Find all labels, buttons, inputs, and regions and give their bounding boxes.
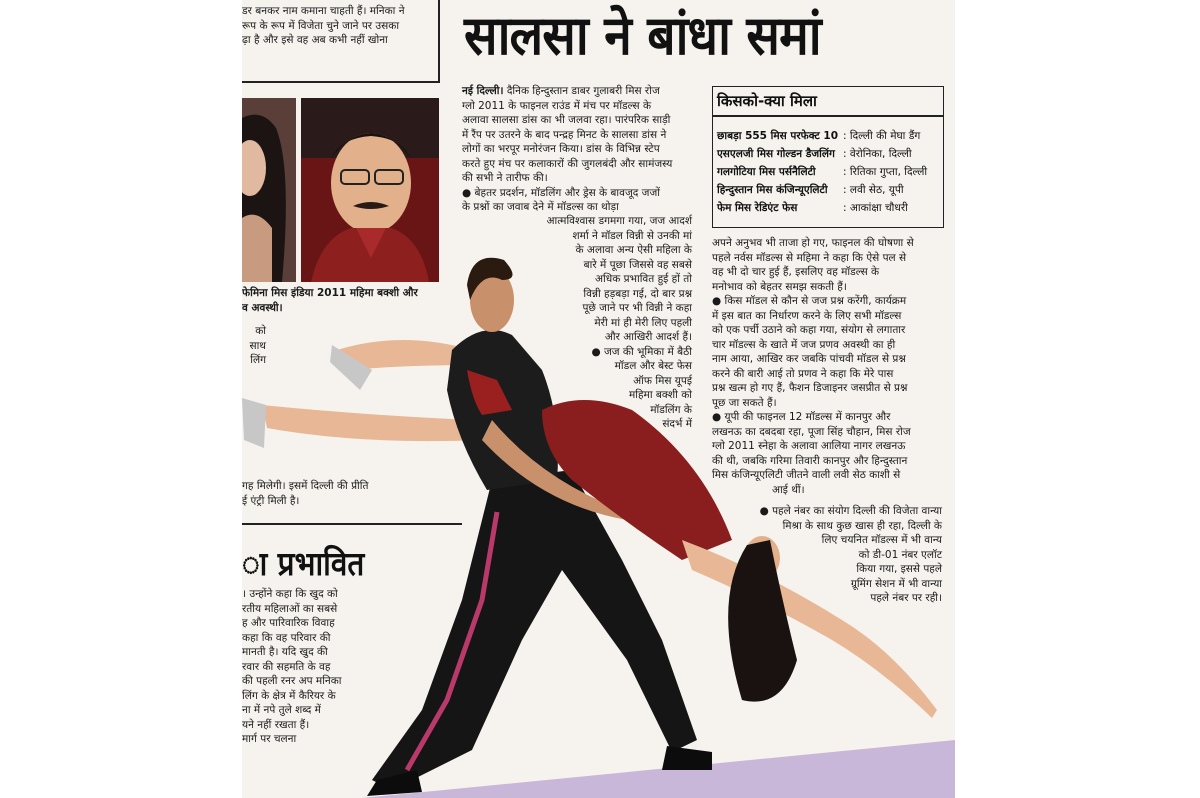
prize-winner: : लवी सेठ, यूपी [843,184,904,196]
prize-box [712,86,944,228]
prize-row: एसएलजी मिस गोल्डन डैजलिंग [717,148,835,160]
left-column-lower: । उन्होंने कहा कि खुद को रतीय महिलाओं का सबसे ह और पारिवारिक विवाह कहा कि वह परिवार की मानती है। यदि खुद की रवार की सहमति के वह की पहली रनर अप मनिका लिंग के क्षेत्र में कैरियर के ना में नपे तुले शब्द में यने नहीं रखता हैं। मार्ग पर चलना [242,588,342,745]
prize-winner: : रितिका गुप्ता, दिल्ली [843,166,928,178]
article-column-1-wrap: आत्मविश्वास डगमगा गया, जज आदर्श शर्मा ने मॉडल विन्नी से उनकी मां के अलावा अन्य ऐसी महिला के बारे में पूछा जिससे वह सबसे अधिक प्रभावित हुई हों तो विन्नी हड़बड़ा गई, दो बार प्रश्न पूछे जाने पर भी विन्नी ने कहा मेरी मां ही मेरी लिए पहली और आखिरी आदर्श हैं। ● जज की भूमिका में बैठी मॉडल और बेस्ट फेस ऑफ मिस यूपई महिमा बक्शी को मॉडलिंग के संदर्भ में [546,215,692,430]
prize-box-title: किसको-क्या मिला [717,92,817,110]
article-column-2: अपने अनुभव भी ताजा हो गए, फाइनल की घोषणा से पहले नर्वस मॉडल्स से महिमा ने कहा कि ऐसे पल से वह भी दो चार हुई हैं, इसलिए वह मॉडल्स के मनोभाव को बेहतर समझ सकती हैं। ● किस मॉडल से कौन से जज प्रश्न करेंगी, कार्यक्रम में इस बात का निर्धारण करने के लिए सभी मॉडल्स को एक पर्ची उठाने को कहा गया, संयोग से लगातार चार मॉडल्स के खाते में जज प्रणव अवस्थी का ही नाम आया, आखिर कर जबकि पांचवी मॉडल से प्रश्न करने की बारी आई तो प्रणव ने कहा कि मेरे पास प्रश्न खत्म हो गए हैं, फैशन डिजाइनर जसप्रीत से प्रश्न पूछ जा सकते हैं। ● यूपी की फाइनल 12 मॉडल्स में कानपुर और लखनऊ का दबदबा रहा, पूजा सिंह चौहान, मिस रोज ग्लो 2011 स्नेहा के अलावा आलिया नागर लखनऊ की थी, जबकि गरिमा तिवारी कानपुर और हिन्दुस्तान मिस कंजिन्यूएलिटी जीतने वाली लवी सेठ काशी से आई थीं। [712,237,914,496]
article-column-1: नई दिल्ली। दैनिक हिन्दुस्तान डाबर गुलाबरी मिस रोज ग्लो 2011 के फाइनल राउंड में मंच पर मॉडल्स के अलावा सालसा डांस का भी जलवा रहा। पारंपरिक साड़ी में रैंप पर उतरने के बाद पन्द्रह मिनट के सालसा डांस ने लोगों का भरपूर मनोरंजन किया। डांस के विभिन्न स्टेप करते हुए मंच पर कलाकारों की जुगलबंदी और सामंजस्य की सभी ने तारीफ की। ● बेहतर प्रदर्शन, मॉडलिंग और ड्रेस के बावजूद जजों के प्रश्नों का जवाब देने में मॉडल्स का थोड़ा [462,85,673,213]
prize-winner: : आकांक्षा चौधरी [843,202,908,214]
prize-winner: : दिल्ली की मेघा डैंग [843,130,921,142]
left-fragment-2: गह मिलेगी। इसमें दिल्ली की प्रीति ई एंट्री मिली है। [242,480,369,507]
left-fragment-1: को साथ लिंग [249,325,266,366]
man-shoe-right [662,746,712,770]
prize-row: छाबड़ा 555 मिस परफेक्ट 10 [717,130,839,142]
snippet-box-right-rule [438,0,440,82]
prize-row: फेम मिस रेडिएंट फेस [717,202,798,214]
photo-caption: फेमिना मिस इंडिया 2011 महिमा बक्शी और व अवस्थी। [242,287,418,314]
left-subhead: ा प्रभावित [242,544,365,583]
newspaper-page [242,0,955,798]
dateline: नई दिल्ली। [462,85,504,97]
article-column-2-wrap: ● पहले नंबर का संयोग दिल्ली की विजेता वान्या मिश्रा के साथ कुछ खास ही रहा, दिल्ली के लिए चयनित मॉडल्स में भी वान्य को डी-01 नंबर एलॉट किया गया, इससे पहले ग्रूमिंग सेशन में भी वान्या पहले नंबर पर रही। [759,505,942,604]
woman-leg-bottom [262,405,482,441]
prize-winner: : वेरोनिका, दिल्ली [843,148,912,160]
prize-row: हिन्दुस्तान मिस कंजिन्यूएलिटी [717,184,828,196]
top-left-snippet: डर बनकर नाम कमाना चाहती हैं। मनिका ने रूप के रूप में विजेता चुने जाने पर उसका ढ़ा है और इसे वह अब कभी नहीं खोना [242,5,405,46]
snippet-box-bottom-rule [242,81,440,83]
prize-box-title-rule [713,115,943,117]
headline: सालसा ने बांधा समां [464,4,821,67]
woman-shoe-2 [242,398,266,448]
prize-row: गलगोटिया मिस पर्सनैलिटी [717,166,816,178]
